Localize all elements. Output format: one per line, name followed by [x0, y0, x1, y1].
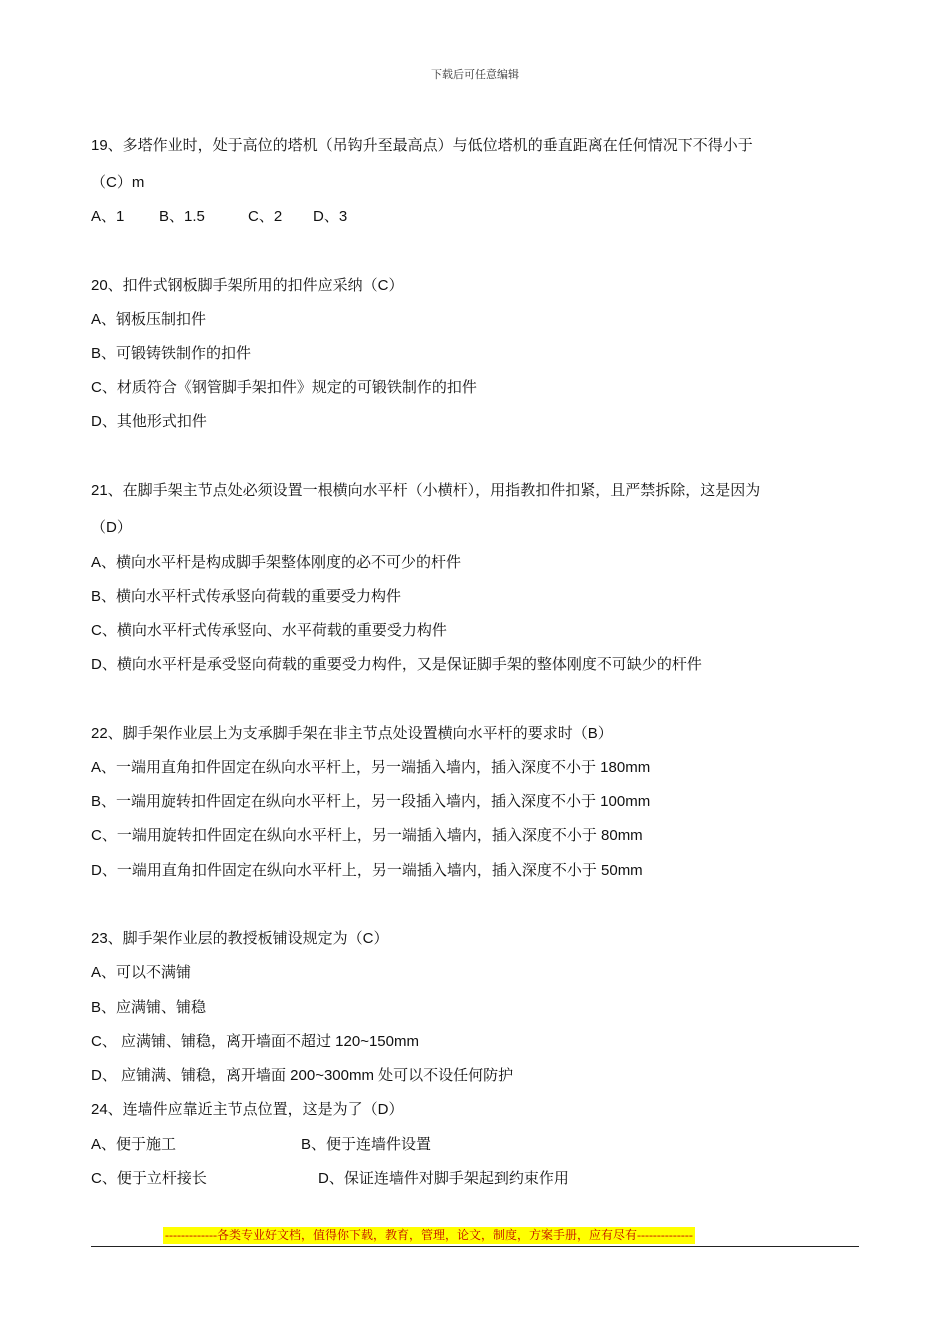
q20-option-a: A、钢板压制扣件 [91, 311, 207, 328]
q20-option-d: D、其他形式扣件 [91, 413, 207, 430]
q19-option-a: A、1 [91, 208, 125, 225]
q20-option-b: B、可锻铸铁制作的扣件 [91, 345, 252, 362]
q21-stem-line1: 21、在脚手架主节点处必须设置一根横向水平杆（小横杆），用指教扣件扣紧，且严禁拆除，这是因为 [91, 482, 761, 499]
q19-stem-line1: 19、多塔作业时，处于高位的塔机（吊钩升至最高点）与低位塔机的垂直距离在任何情况下不得小于 [91, 137, 753, 154]
q22-stem: 22、脚手架作业层上为支承脚手架在非主节点处设置横向水平杆的要求时（B） [91, 725, 613, 742]
q21-stem-line2: （D） [91, 519, 132, 536]
q23-option-d: D、 应铺满、铺稳，离开墙面 200~300mm 处可以不设任何防护 [91, 1067, 514, 1084]
page-header: 下载后可任意编辑 [431, 69, 519, 81]
q19-option-b: B、1.5 [159, 208, 205, 225]
q23-option-c: C、 应满铺、铺稳，离开墙面不超过 120~150mm [91, 1033, 419, 1050]
q22-option-d: D、一端用直角扣件固定在纵向水平杆上，另一端插入墙内，插入深度不小于 50mm [91, 862, 643, 879]
q24-option-c: C、便于立杆接长 [91, 1170, 207, 1187]
q24-stem: 24、连墙件应靠近主节点位置，这是为了（D） [91, 1101, 404, 1118]
q22-option-a: A、一端用直角扣件固定在纵向水平杆上，另一端插入墙内，插入深度不小于 180mm [91, 759, 651, 776]
q23-option-b: B、应满铺、铺稳 [91, 999, 207, 1016]
q19-option-d: D、3 [313, 208, 348, 225]
q24-options-row-2 [91, 1169, 651, 1189]
q21-option-d: D、横向水平杆是承受竖向荷载的重要受力构件，又是保证脚手架的整体刚度不可缺少的杆件 [91, 656, 702, 673]
q23-option-a: A、可以不满铺 [91, 964, 192, 981]
q24-option-b: B、便于连墙件设置 [301, 1136, 432, 1153]
q21-option-b: B、横向水平杆式传承竖向荷载的重要受力构件 [91, 588, 402, 605]
q23-stem: 23、脚手架作业层的教授板铺设规定为（C） [91, 930, 389, 947]
q22-option-b: B、一端用旋转扣件固定在纵向水平杆上，另一段插入墙内，插入深度不小于 100mm [91, 793, 651, 810]
q21-option-a: A、横向水平杆是构成脚手架整体刚度的必不可少的杆件 [91, 554, 462, 571]
q19-option-c: C、2 [248, 208, 283, 225]
q24-option-a: A、便于施工 [91, 1136, 177, 1153]
q22-option-c: C、一端用旋转扣件固定在纵向水平杆上，另一端插入墙内，插入深度不小于 80mm [91, 827, 643, 844]
q19-options-row [91, 207, 391, 227]
q20-stem: 20、扣件式钢板脚手架所用的扣件应采纳（C） [91, 277, 404, 294]
footer-banner: -------------各类专业好文档，值得你下载，教育，管理，论文，制度，方案手册，应有尽有-------------- [165, 1228, 693, 1242]
q20-option-c: C、材质符合《钢管脚手架扣件》规定的可锻铁制作的扣件 [91, 379, 477, 396]
q24-option-d: D、保证连墙件对脚手架起到约束作用 [318, 1170, 569, 1187]
footer-divider [91, 1246, 859, 1247]
q21-option-c: C、横向水平杆式传承竖向、水平荷载的重要受力构件 [91, 622, 447, 639]
q24-options-row-1 [91, 1135, 591, 1155]
q19-stem-line2: （C）m [91, 174, 145, 191]
